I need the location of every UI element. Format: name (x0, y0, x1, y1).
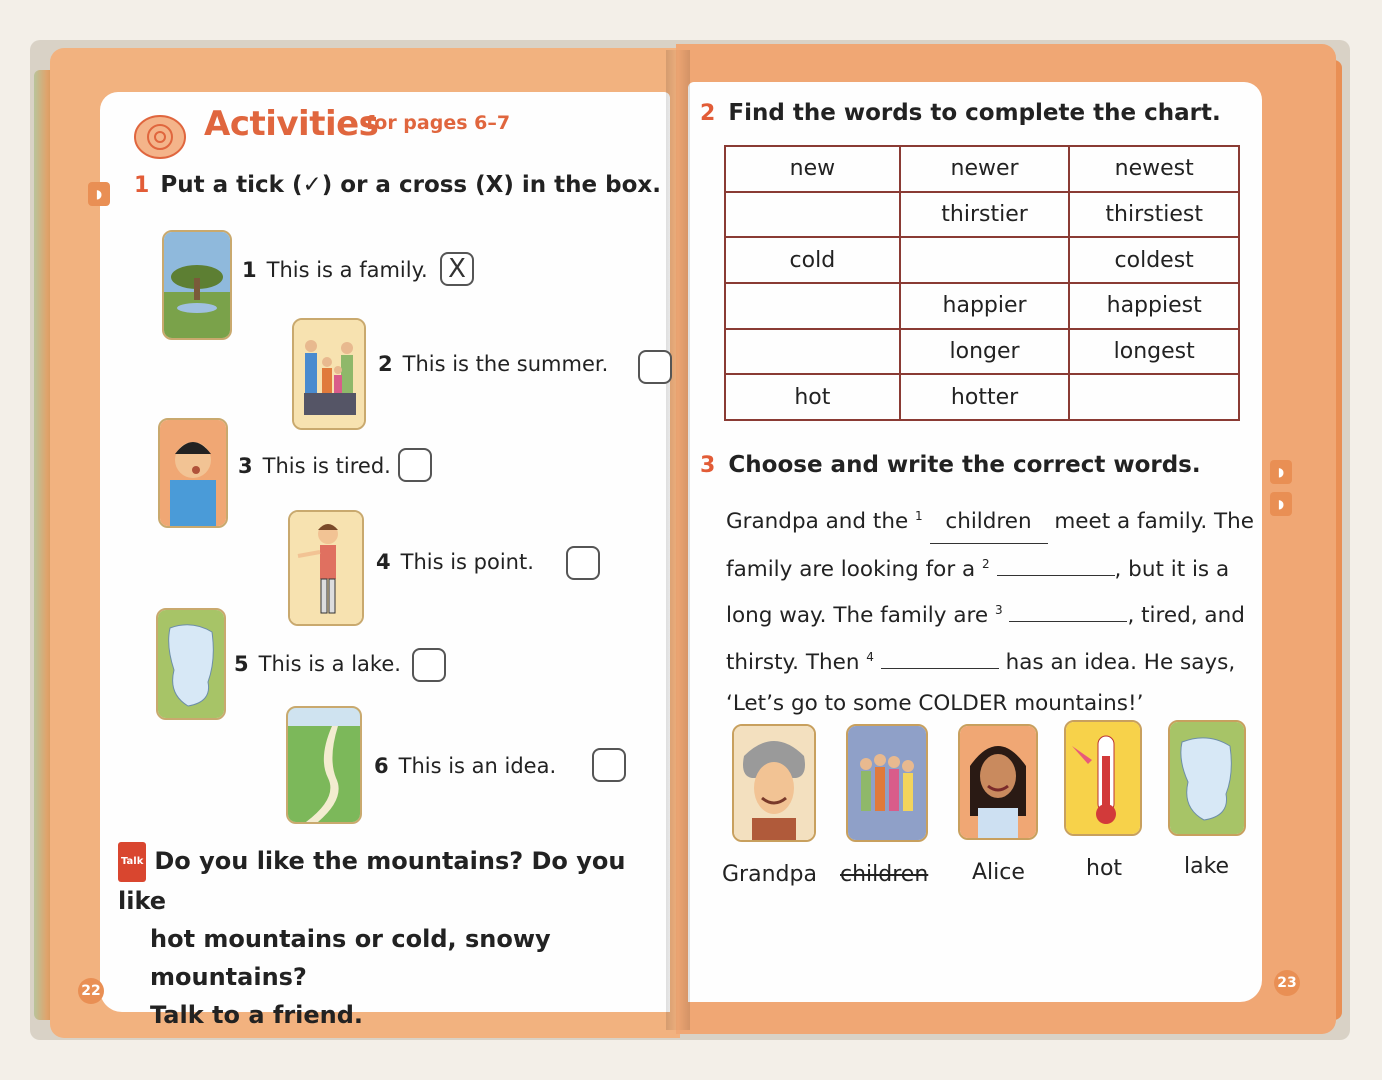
page-number-left: 22 (78, 978, 104, 1004)
chart-cell: longest (1069, 329, 1239, 375)
word-lake: lake (1184, 854, 1230, 879)
blank-2[interactable] (997, 575, 1115, 576)
question-4 (376, 550, 534, 574)
question-number: 1 (242, 258, 257, 282)
section-instruction: Put a tick (✓) or a cross (X) in the box. (160, 172, 661, 198)
section-heading: Choose and write the correct words. (728, 452, 1201, 478)
blank-number: 1 (915, 509, 923, 523)
question-text: This is tired. (262, 454, 391, 478)
question-number: 2 (378, 352, 393, 376)
section1-heading (134, 172, 661, 198)
lake-word-picture (1168, 720, 1246, 836)
chart-cell: hotter (900, 374, 1070, 420)
answer-box-4[interactable] (566, 546, 600, 580)
story-fragment: Grandpa and the (726, 509, 909, 535)
question-1 (242, 258, 428, 282)
blank-3[interactable] (1009, 621, 1127, 622)
story-fragment: thirsty. Then (726, 650, 860, 676)
story-fragment: , tired, and (1127, 603, 1245, 629)
chart-cell: newer (900, 146, 1070, 192)
story-line-1 (726, 496, 1256, 544)
question-number: 4 (376, 550, 391, 574)
chart-cell[interactable] (1069, 374, 1239, 420)
talk-line-2: hot mountains or cold, snowy mountains? (150, 925, 551, 991)
side-tab-icon: ◗ (88, 182, 110, 206)
chart-cell: thirstier (900, 192, 1070, 238)
family-picture (292, 318, 366, 430)
blank-number: 3 (994, 603, 1003, 618)
section3-heading (700, 452, 1201, 478)
chart-row (725, 374, 1239, 420)
question-text: This is the summer. (402, 352, 609, 376)
chart-cell[interactable] (725, 192, 900, 238)
talk-icon: Talk (118, 842, 146, 882)
chart-row (725, 192, 1239, 238)
chart-cell: new (725, 146, 900, 192)
chart-cell[interactable] (725, 329, 900, 375)
path-picture (286, 706, 362, 824)
answer-box-6[interactable] (592, 748, 626, 782)
question-3 (238, 454, 391, 478)
story-line-3 (726, 590, 1256, 637)
question-number: 3 (238, 454, 253, 478)
children-picture (846, 724, 928, 842)
story-fragment: family are looking for a (726, 556, 976, 582)
thermometer-picture (1064, 720, 1142, 836)
chart-cell: hot (725, 374, 900, 420)
word-grandpa: Grandpa (722, 862, 817, 887)
section-number: 1 (134, 173, 150, 198)
chart-cell: longer (900, 329, 1070, 375)
word-hot: hot (1086, 856, 1123, 881)
side-tab-icon: ◗ (1270, 460, 1292, 484)
question-2 (378, 352, 608, 376)
alice-picture (958, 724, 1038, 840)
section2-heading (700, 100, 1221, 126)
chart-cell[interactable] (725, 283, 900, 329)
story-fragment: has an idea. He says, (1005, 650, 1236, 676)
story-line-2 (726, 544, 1256, 591)
chart-row (725, 237, 1239, 283)
pointing-boy-picture (288, 510, 364, 626)
side-tab-icon: ◗ (1270, 492, 1292, 516)
chart-cell: thirstiest (1069, 192, 1239, 238)
question-number: 6 (374, 754, 389, 778)
story-line-5: ‘Let’s go to some COLDER mountains!’ (726, 690, 1144, 716)
activities-subtitle: for pages 6–7 (366, 112, 511, 134)
blank-number: 4 (866, 649, 874, 664)
question-text: This is a lake. (258, 652, 401, 676)
chart-cell: coldest (1069, 237, 1239, 283)
story-line-4 (726, 637, 1256, 684)
section-number: 2 (700, 101, 716, 126)
section-number: 3 (700, 453, 716, 478)
tree-picture (162, 230, 232, 340)
blank-1[interactable]: children (930, 502, 1048, 544)
comparison-chart (724, 145, 1240, 421)
grandpa-picture (732, 724, 816, 842)
question-number: 5 (234, 652, 249, 676)
talk-section (118, 842, 678, 1034)
chart-row (725, 146, 1239, 192)
question-text: This is point. (400, 550, 534, 574)
chart-cell: happiest (1069, 283, 1239, 329)
answer-box-5[interactable] (412, 648, 446, 682)
blank-4[interactable] (881, 668, 999, 669)
section-heading: Find the words to complete the chart. (728, 100, 1221, 126)
chart-row (725, 329, 1239, 375)
question-text: This is an idea. (398, 754, 557, 778)
activities-title: Activities (204, 104, 379, 144)
question-text: This is a family. (266, 258, 428, 282)
chart-cell: happier (900, 283, 1070, 329)
question-6 (374, 754, 556, 778)
word-alice: Alice (972, 860, 1025, 885)
story-fragment: , but it is a (1114, 556, 1230, 582)
answer-box-3[interactable] (398, 448, 432, 482)
tired-boy-picture (158, 418, 228, 528)
talk-text: Do you like the mountains? Do you like (118, 847, 626, 915)
flower-icon (132, 112, 188, 162)
story-fragment: long way. The family are (726, 603, 989, 629)
page-number-right: 23 (1274, 970, 1300, 996)
talk-line-3: Talk to a friend. (150, 1001, 364, 1029)
story-text (726, 496, 1256, 724)
chart-cell: cold (725, 237, 900, 283)
word-children: children (840, 862, 929, 887)
answer-box-1[interactable]: X (440, 252, 474, 286)
talk-line-1 (118, 842, 678, 920)
chart-cell[interactable] (900, 237, 1070, 283)
chart-cell: newest (1069, 146, 1239, 192)
lake-picture (156, 608, 226, 720)
question-5 (234, 652, 401, 676)
answer-box-2[interactable] (638, 350, 672, 384)
chart-row (725, 283, 1239, 329)
story-fragment: meet a family. The (1054, 509, 1254, 535)
blank-number: 2 (982, 556, 990, 571)
